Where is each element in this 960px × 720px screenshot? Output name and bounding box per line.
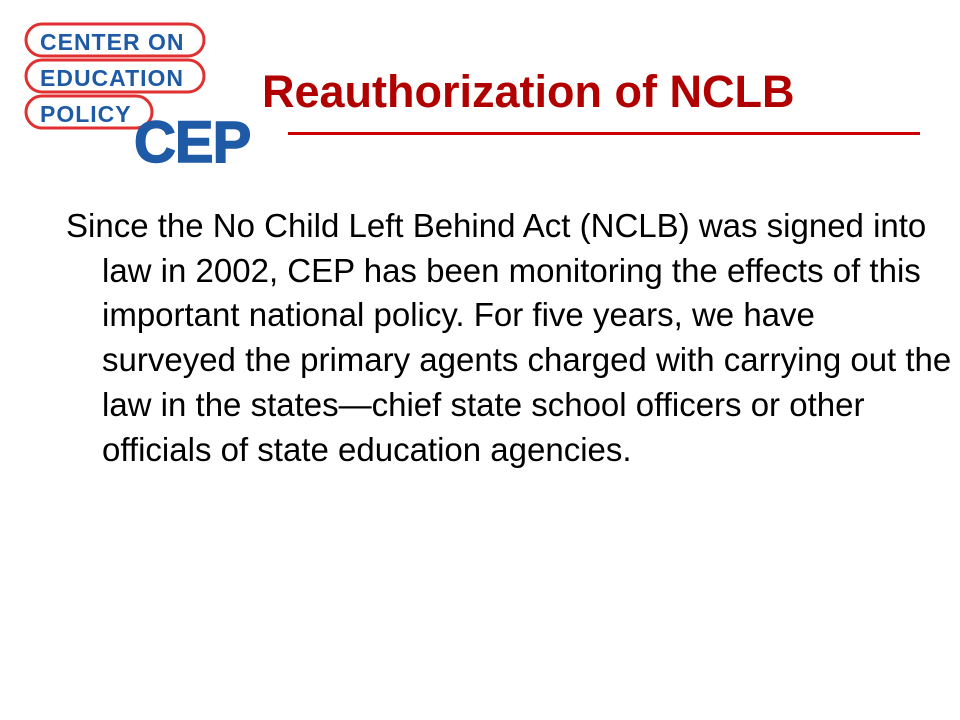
- cep-logo: [8, 18, 290, 168]
- title-underline: [288, 132, 920, 135]
- slide-body-text: Since the No Child Left Behind Act (NCLB) was signed into law in 2002, CEP has been monitoring the effects of this important national policy. For five years, we have surveyed the primary agents charged with carrying out the law in the states—chief state school officers or other officials of state education agencies.: [66, 207, 952, 468]
- logo-mark: CEP: [134, 110, 251, 168]
- slide-title: Reauthorization of NCLB: [262, 66, 795, 117]
- logo-line-1: CENTER ON: [40, 29, 185, 55]
- logo-line-2: EDUCATION: [40, 65, 185, 91]
- logo-line-3: POLICY: [40, 101, 132, 127]
